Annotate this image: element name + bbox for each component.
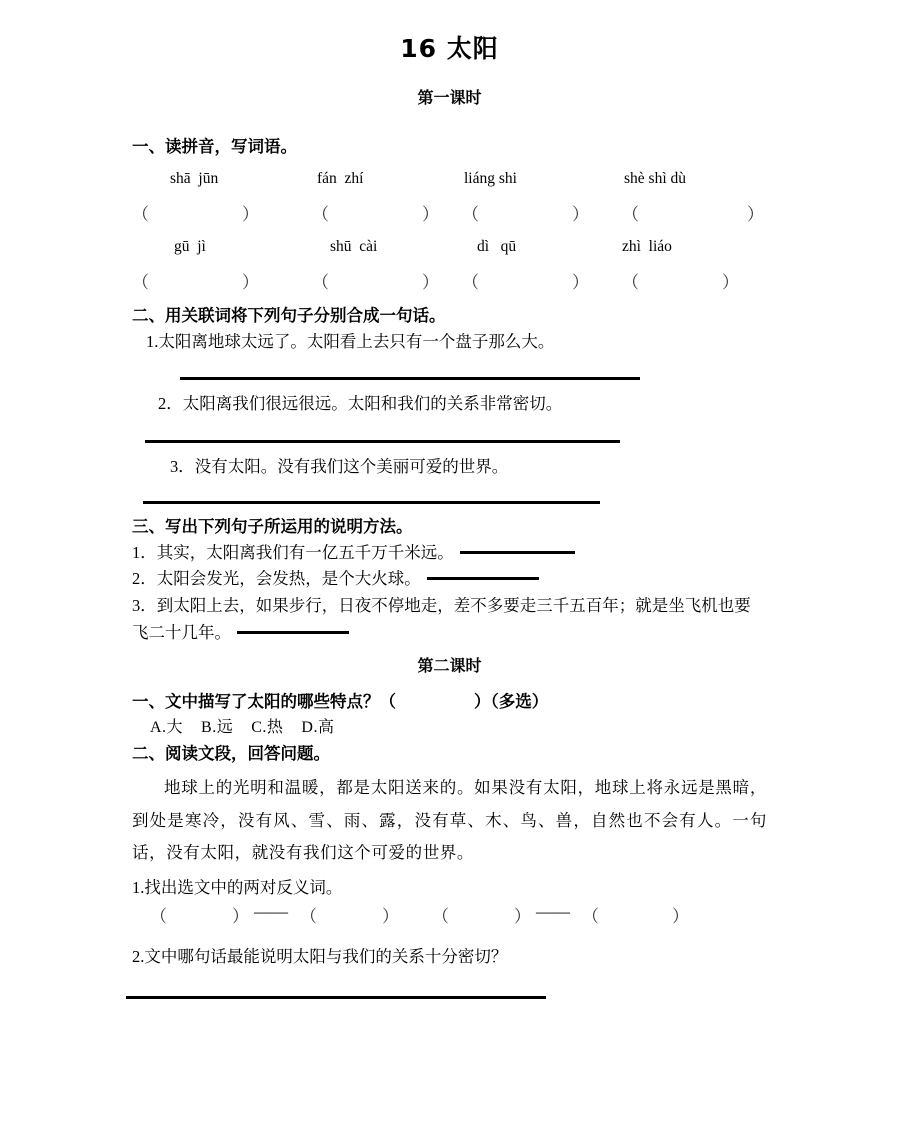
bracket-close[interactable]: ）	[672, 906, 689, 926]
answer-line-wrap	[132, 481, 767, 515]
question-text: 3．到太阳上去，如果步行，日夜不停地走，差不多要走三千五百年；就是坐飞机也要飞二十几年。	[132, 596, 751, 642]
answer-line-wrap	[132, 418, 767, 454]
bracket-open[interactable]: （	[150, 906, 167, 926]
answer-rule-inline[interactable]	[460, 551, 575, 554]
bracket-open[interactable]: （	[432, 906, 449, 926]
bracket-open[interactable]: （	[132, 204, 149, 224]
bracket-close[interactable]: ）	[422, 204, 439, 224]
pinyin-row-2	[132, 238, 767, 268]
answer-line-wrap	[132, 355, 767, 391]
pinyin-word: dì qū	[477, 237, 517, 255]
question-text-tail: ）（多选）	[474, 691, 549, 711]
bracket-close[interactable]: ）	[572, 204, 589, 224]
bracket-open[interactable]: （	[622, 204, 639, 224]
bracket-close[interactable]: ）	[232, 906, 249, 926]
answer-rule-inline[interactable]	[237, 631, 349, 634]
bracket-open[interactable]: （	[582, 906, 599, 926]
bracket-close[interactable]: ）	[422, 272, 439, 292]
answer-rule[interactable]	[143, 501, 600, 504]
pinyin-word: zhì liáo	[622, 237, 672, 255]
page-title: 16 太阳	[400, 34, 499, 63]
pinyin-word: shè shì dù	[624, 169, 686, 187]
answer-rule[interactable]	[180, 377, 640, 380]
question-text: 1．其实，太阳离我们有一亿五千万千米远。	[132, 542, 454, 562]
answer-bracket-row-1	[132, 200, 767, 230]
bracket-close[interactable]: ）	[747, 204, 764, 224]
pinyin-word: gū jì	[174, 237, 206, 255]
bracket-close[interactable]: ）	[242, 272, 259, 292]
bracket-open[interactable]: （	[462, 204, 479, 224]
lesson-two-heading: 第二课时	[417, 656, 482, 676]
question-text: 一、文中描写了太阳的哪些特点？（	[132, 691, 396, 711]
answer-rule-inline[interactable]	[427, 577, 539, 580]
bracket-open[interactable]: （	[300, 906, 317, 926]
question-text: 2．太阳会发光，会发热，是个大火球。	[132, 569, 421, 589]
bracket-close[interactable]: ）	[572, 272, 589, 292]
pinyin-row-1	[132, 170, 767, 200]
question-item: 3．没有太阳。没有我们这个美丽可爱的世界。	[170, 457, 509, 477]
question-item: 1.找出选文中的两对反义词。	[132, 877, 343, 897]
pinyin-word: liáng shi	[464, 169, 517, 187]
section-heading-l2-1	[132, 690, 767, 715]
pinyin-word: fán zhí	[317, 169, 364, 187]
bracket-close[interactable]: ）	[514, 906, 531, 926]
question-item	[132, 540, 767, 567]
answer-rule[interactable]	[126, 996, 546, 999]
dash-separator: ——	[254, 901, 288, 921]
antonym-answer-row	[132, 902, 767, 932]
question-item	[132, 593, 767, 646]
answer-line-wrap	[132, 970, 767, 1010]
bracket-open[interactable]: （	[622, 272, 639, 292]
dash-separator: ——	[536, 901, 570, 921]
bracket-open[interactable]: （	[312, 204, 329, 224]
choice-options[interactable]: A.大 B.远 C.热 D.高	[150, 719, 335, 737]
section-heading-l1-3: 三、写出下列句子所运用的说明方法。	[132, 516, 413, 536]
answer-rule[interactable]	[145, 440, 620, 443]
reading-passage	[132, 772, 767, 869]
bracket-open[interactable]: （	[462, 272, 479, 292]
bracket-close[interactable]: ）	[722, 272, 739, 292]
question-item: 1.太阳离地球太远了。太阳看上去只有一个盘子那么大。	[146, 331, 555, 351]
bracket-open[interactable]: （	[312, 272, 329, 292]
section-heading-l1-2: 二、用关联词将下列句子分别合成一句话。	[132, 305, 446, 325]
bracket-open[interactable]: （	[132, 272, 149, 292]
question-item: 2.文中哪句话最能说明太阳与我们的关系十分密切？	[132, 946, 508, 966]
section-heading-l1-1: 一、读拼音，写词语。	[132, 137, 297, 157]
section-heading-l2-2: 二、阅读文段，回答问题。	[132, 743, 330, 763]
question-item	[132, 566, 767, 593]
passage-paragraph: 地球上的光明和温暖，都是太阳送来的。如果没有太阳，地球上将永远是黑暗，到处是寒冷，没有风、雪、雨、露，没有草、木、鸟、兽，自然也不会有人。一句话，没有太阳，就没有我们这个可爱的世界。	[132, 778, 767, 862]
pinyin-word: shū cài	[330, 237, 378, 255]
bracket-close[interactable]: ）	[382, 906, 399, 926]
question-item: 2．太阳离我们很远很远。太阳和我们的关系非常密切。	[158, 394, 563, 414]
pinyin-word: shā jūn	[170, 169, 219, 187]
lesson-one-heading: 第一课时	[417, 88, 482, 107]
answer-bracket-row-2	[132, 268, 767, 298]
bracket-close[interactable]: ）	[242, 204, 259, 224]
